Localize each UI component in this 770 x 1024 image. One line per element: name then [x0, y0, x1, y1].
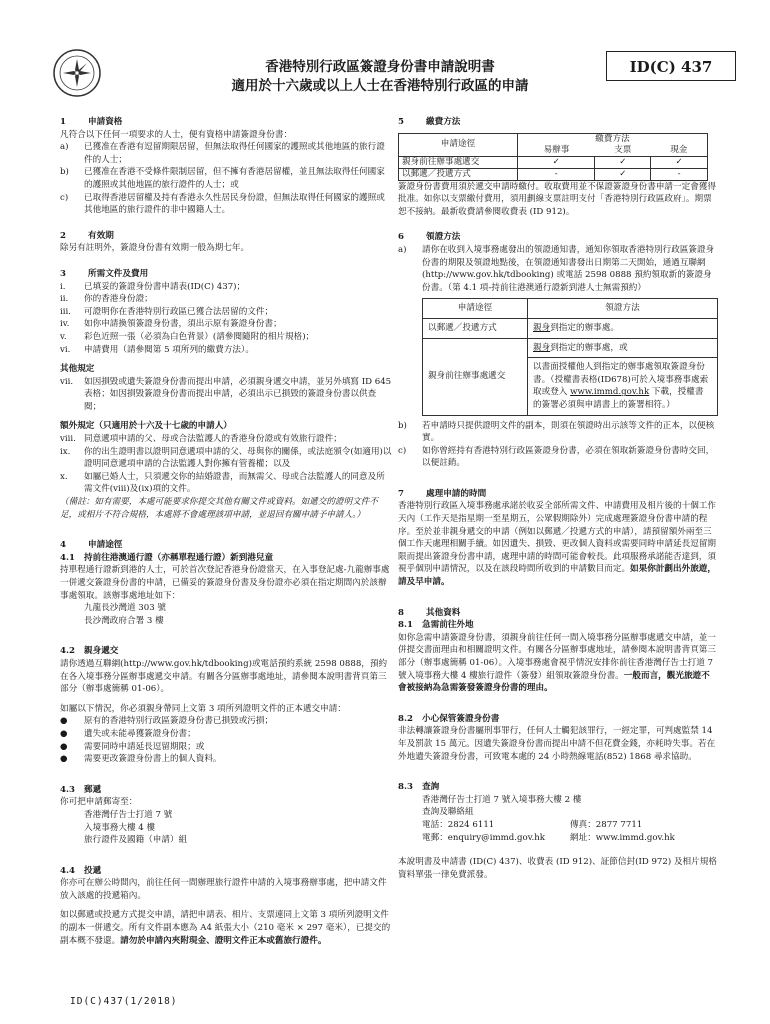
table-header-cell: 支票 — [614, 144, 632, 155]
table-header-cell: 現金 — [651, 145, 708, 157]
section-1-item: b) 已獲准在香港不受條件限制居留，但不擁有香港居留權，並且無法取得任何國家的護照或其他地區的旅行證件的人士；或 — [60, 167, 385, 190]
bullet-item: ● 原有的香港特別行政區簽證身份書已損毀或污損； — [60, 716, 274, 727]
title-line-2: 適用於十六歲或以上人士在香港特別行政區的申請 — [231, 78, 529, 94]
address-line: 入境事務大樓 4 樓 — [84, 822, 156, 833]
table-row: 以郵遞／投遞方式 親身到指定的辦事處。 — [423, 318, 718, 338]
section-4-4-text: 你亦可在辦公時間內，前往任何一間辦理旅行證件申請的入境事務辦事處，把申請文件放入該處的投遞箱內。 — [60, 878, 387, 901]
table-row: 親身前往辦事處遞交 親身到指定的辦事處，或 — [423, 338, 718, 358]
section-3-item: x. 如屬已婚人士，只須遞交你的結婚證書，而無需父、母或合法監護人的同意及所需文件(viii)及(ix)項的文件。 — [60, 471, 385, 495]
section-3-item: iii. 可證明你在香港特別行政區已獲合法居留的文件； — [60, 306, 274, 317]
section-5-text: 簽證身份書費用須於遞交申請時繳付。收取費用並不保證簽證身份書申請一定會獲得批准。如你以支票繳付費用，須用劃線支票註明支付「香港特別行政區政府」。期票恕不接納。最新收費請參閱收費表 (ID 912)。 — [398, 181, 716, 217]
remark-text: （備註：如有需要，本處可能要求你提交其他有關文件或資料。如遞交的證明文件不足，或相片不符合規格，本處將不會處理該項申請，並退回有關申請予申請人。） — [60, 497, 378, 520]
section-4-3-text: 你可把申請郵寄至： — [60, 797, 138, 808]
table-header-cell: 易辦事 — [543, 144, 570, 155]
section-6-item: c) 如你曾經持有香港特別行政區簽證身份書，必須在領取新簽證身份書時交回，以便註銷。 — [398, 445, 715, 469]
section-3-item: ii. 你的香港身份證； — [60, 294, 153, 305]
contact-row — [422, 832, 718, 845]
section-3-item: vi. 申請費用（請參閱第 5 項所列的繳費方法）。 — [60, 344, 254, 355]
section-4-2-text: 請你透過互聯網(http://www.gov.hk/tdbooking)或電話預約系統 2598 0888，預約在各入境事務分區辦事處遞交申請。有關各分區辦事處地址，請參閱本說明書背頁第三部分（辦事處簡稱 01-06）。 — [60, 658, 388, 695]
table-row: 以書面授權他人到指定的辦事處領取簽證身份書。（授權書表格(ID678)可於入境事務事處索取或登入 www.immd.gov.hk 下載，授權書的簽署必須與申請書上的簽署相符。） — [423, 358, 718, 415]
section-8-1-text: 如你急需申請簽證身份書，須親身前往任何一間入境事務分區辦事處遞交申請，並一併提交書面理由和相關證明文件。有關各分區辦事處地址，請參閱本說明書背頁第三部分（辦事處簡稱 01-06）。入境事務處會視乎情況安排你前往香港灣仔告士打道 7 號入境事務大樓 4 樓旅行證件（簽發）組領取簽證身份書。一般而言，觀光旅遊不會被接納為急需簽發簽證身份書的理由。 — [398, 632, 716, 694]
immd-website-link[interactable]: www.immd.gov.hk — [570, 387, 650, 398]
email-link[interactable]: 電郵：enquiry@immd.gov.hk — [422, 832, 546, 843]
table-header-route: 申請途徑 — [423, 299, 528, 319]
address-line: 長沙灣政府合署 3 樓 — [84, 615, 164, 626]
section-3-item: viii. 同意遞項申請的父、母或合法監護人的香港身份證或有效旅行證件； — [60, 434, 342, 445]
section-3-heading: 3 所需文件及費用 — [60, 268, 149, 279]
section-1-item: a) 已獲准在香港有逗留期限居留，但無法取得任何國家的護照或其他地區的旅行證件的人士； — [60, 142, 385, 165]
hksar-emblem-icon — [52, 48, 102, 98]
closing-note: 本說明書及申請書 (ID(C) 437)、收費表 (ID 912)、証節信封(ID 972) 及相片規格資料單張一律免費派發。 — [398, 857, 717, 880]
section-4-4-text-2: 如以郵遞或投遞方式提交申請，請把申請表、相片、支票連同上文第 3 項所列證明文件的副本一併遞交。所有文件副本應為 A4 紙張大小（210 毫米 × 297 毫米），已提交的副本概不發還。請勿於申請內夾附現金、證明文件正本或舊旅行證件。 — [60, 910, 391, 946]
section-7-text: 香港特別行政區入境事務處承諾於收妥全部所需文件、申請費用及相片後的十個工作天內（工作天是指星期一至星期五，公眾假期除外）完成處理簽證身份書申請的程序。至於並非親身遞交的申請（例如以郵遞／投遞方式的申請），請預留額外兩至三個工作天處理相關手續。如因遺失、損毀、更改個人資料或需要同時申請延長逗留期限而提出簽證身份書申請，處理申請的時間可能會較長。此項服務承諾能否達到，須視乎個別申請情況，以及在該段時間所收到的申請數目而定。如果你計劃出外旅遊，請及早申請。 — [398, 501, 716, 588]
section-1-item: c) 已取得香港居留權及持有香港永久性居民身份證，但無法取得任何國家的護照或其他地區的旅行證件的非中國籍人士。 — [60, 192, 385, 216]
other-requirements-heading: 其他規定 — [60, 364, 95, 375]
footer-form-code: ID(C)437(1/2018) — [70, 996, 178, 1007]
website-link[interactable]: 網址：www.immd.gov.hk — [570, 832, 675, 843]
section-2-heading: 2 有效期 — [60, 230, 114, 241]
section-2-text: 除另有註明外，簽證身份書有效期一般為期七年。 — [60, 243, 250, 254]
table-header-route: 申請途徑 — [399, 133, 518, 156]
payment-methods-table — [398, 133, 708, 181]
bullet-item: ● 需要同時申請延長逗留期限；或 — [60, 741, 205, 752]
section-7-heading: 7 處理申請的時間 — [398, 488, 487, 499]
right-column — [398, 116, 718, 881]
section-8-heading: 8 其他資料 — [398, 607, 461, 618]
fax: 傳真：2877 7711 — [570, 819, 643, 830]
section-6-item: a) 請你在收到入境事務處發出的領證通知書，通知你領取香港特別行政區簽證身份書的期限及領證地點後，在領證通知書發出日期第二天開始，通過互聯網 (http://www.gov.hk/tdbooking) 或電話 2598 0888 預約領取新的簽證身份書。（第 4.1 項-持前往港澳通行證新到港人士無需預約） — [398, 244, 715, 293]
enquiry-address: 香港灣仔告士打道 7 號入境事務大樓 2 樓 — [422, 794, 582, 805]
section-8-3-heading: 8.3 查詢 — [398, 782, 440, 793]
section-3-item: v. 彩色近照一張（必須為白色背景）(請參閱隨附的相片規格)； — [60, 331, 315, 342]
left-column — [60, 116, 393, 947]
title-line-1: 香港特別行政區簽證身份書申請說明書 — [265, 59, 495, 75]
section-8-2-heading: 8.2 小心保管簽證身份書 — [398, 713, 500, 724]
section-3-item: vii. 如因損毀或遺失簽證身份書而提出申請，必須親身遞交申請，並另外填寫 ID 645 表格；如因損毀簽證身份書而提出申請，必須出示已損毀的簽證身份書以供查閱； — [60, 376, 392, 412]
section-3-item: ix. 你的出生證明書以證明同意遞項申請的父、母與你的關係，或法庭頒令(如適用)以證明同意遞項申請的合法監護人對你擁有管養權；以及 — [60, 446, 392, 470]
section-4-1-text: 持單程通行證新到港的人士，可於首次登記香港身份證當天，在入事登記處-九龍辦事處一併遞交簽證身份書的申請，已備妥的簽證身份書及身份證亦必須在指定期間內於該辦事處領取。該辦事處地址如下： — [60, 565, 390, 601]
section-4-1-heading: 4.1 持前往港澳通行證（亦稱單程通行證）新到港兒童 — [60, 552, 274, 563]
extra-requirements-heading: 額外規定（只適用於十六及十七歲的申請人） — [60, 421, 232, 432]
section-1-heading: 1 申請資格 — [60, 117, 123, 127]
table-row: 親身前往辦事處遞交 ✓ ✓ ✓ — [399, 156, 708, 168]
telephone: 電話：2824 6111 — [422, 819, 495, 830]
section-4-4-heading: 4.4 投遞 — [60, 865, 102, 876]
address-line: 九龍長沙灣道 303 號 — [84, 603, 167, 614]
section-3-item: iv. 如你申請換領簽證身份書，須出示原有簽證身份書； — [60, 319, 282, 330]
section-4-2-heading: 4.2 親身遞交 — [60, 646, 119, 657]
section-4-2-text-2: 如屬以下情況，你必須親身帶同上文第 3 項所列證明文件的正本遞交申請： — [60, 703, 346, 714]
table-row: 以郵遞／投遞方式 - ✓ - — [399, 168, 708, 180]
section-8-1-heading: 8.1 急需前往外地 — [398, 620, 474, 631]
form-number-box: ID(C) 437 — [606, 51, 736, 81]
section-4-heading: 4 申請途徑 — [60, 540, 123, 551]
section-1-intro: 凡符合以下任何一項要求的人士，便有資格申請簽證身份書： — [60, 129, 293, 140]
section-6-item: b) 若申請時只提供證明文件的副本，則須在領證時出示該等文件的正本，以便核實。 — [398, 420, 715, 444]
section-8-2-text: 非法轉讓簽證身份書屬刑事罪行，任何人士觸犯該罪行，一經定罪，可判處監禁 14 年及罰款 15 萬元。因遺失簽證身份書而提出申請不但花費金錢，亦耗時失事。若在外地遺失簽證身份書，可致電本處的 24 小時熱線電話(852) 1868 尋求協助。 — [398, 726, 716, 762]
table-header-method: 領證方法 — [528, 299, 718, 319]
enquiry-unit: 查詢及聯絡組 — [422, 807, 474, 818]
section-4-3-heading: 4.3 郵遞 — [60, 784, 102, 795]
document-title — [160, 58, 600, 96]
table-header-method: 繳費方法 — [518, 133, 708, 145]
bullet-item: ● 需要更改簽證身份書上的個人資料。 — [60, 754, 222, 765]
collection-methods-table — [422, 298, 718, 415]
section-6-heading: 6 領證方法 — [398, 232, 461, 243]
section-3-item: i. 已填妥的簽證身份書申請表(ID(C) 437)； — [60, 281, 246, 292]
bullet-item: ● 遺失或未能尋獲簽證身份書； — [60, 728, 196, 739]
contact-row — [422, 819, 718, 832]
section-5-heading: 5 繳費方法 — [398, 117, 461, 127]
address-line: 旅行證件及國籍（申請）組 — [84, 835, 188, 846]
address-line: 香港灣仔告士打道 7 號 — [84, 809, 173, 820]
